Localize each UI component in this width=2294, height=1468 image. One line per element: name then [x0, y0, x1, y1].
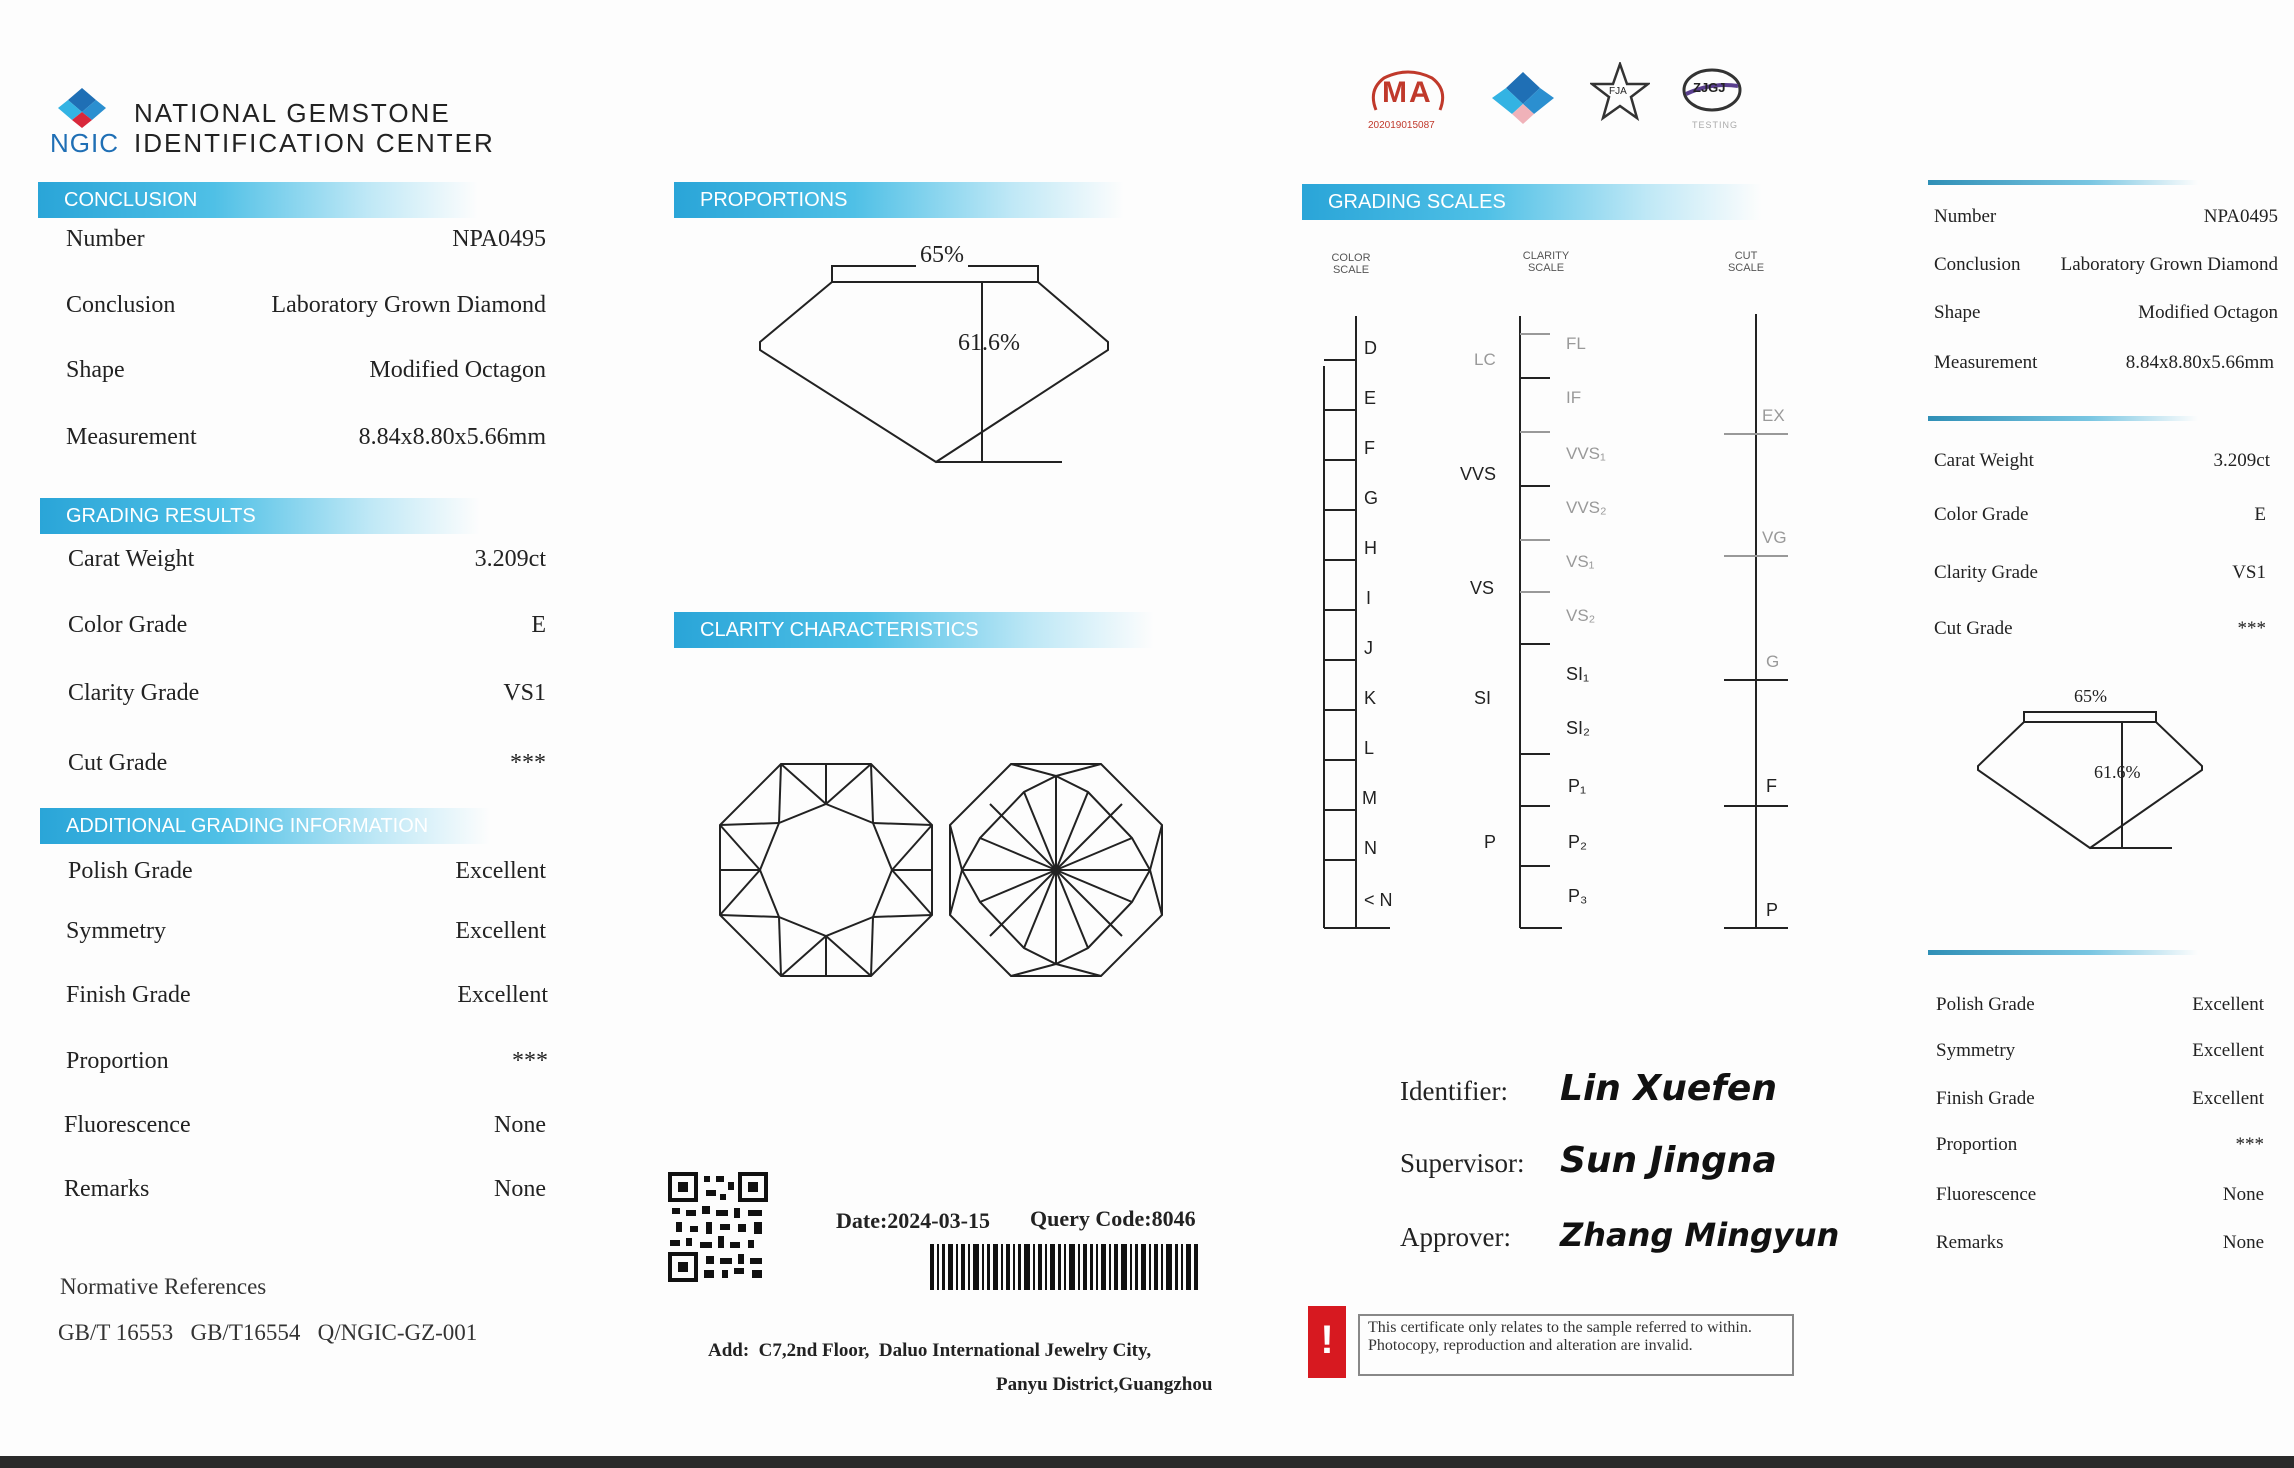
color-grade-h: H	[1364, 538, 1377, 558]
normative-refs: GB/T 16553 GB/T16554 Q/NGIC-GZ-001	[58, 1320, 478, 1345]
ngic-diamond-logo-icon	[1488, 70, 1558, 130]
fja-logo	[1590, 62, 1650, 126]
section-proportions: PROPORTIONS	[674, 182, 1124, 218]
finish-row	[66, 982, 548, 1009]
cut-scale-head-1: CUT	[1734, 250, 1758, 262]
clarity-grade-fl: FL	[1566, 334, 1586, 353]
clarity-group-vvs: VVS	[1460, 464, 1497, 484]
summary-depth-percent: 61.6%	[2094, 762, 2141, 782]
color-value: E	[531, 612, 546, 638]
cut-scale-head-2: SCALE	[1727, 262, 1765, 274]
clarity-grade-p1: P₁	[1568, 776, 1587, 796]
cut-label: Cut Grade	[68, 750, 168, 776]
summary-clarity-value: VS1	[2232, 562, 2266, 583]
section-grading-results: GRADING RESULTS	[40, 498, 480, 534]
grading-scale-lines	[1310, 246, 1810, 946]
logo-abbr: NGIC	[50, 128, 119, 158]
proportion-row	[66, 1048, 548, 1075]
clarity-group-vs: VS	[1470, 578, 1495, 598]
cut-grade-f: F	[1766, 776, 1777, 796]
identifier-label: Identifier:	[1400, 1076, 1508, 1106]
summary-table-percent: 65%	[2074, 686, 2107, 706]
summary-proportion-value: ***	[2235, 1134, 2264, 1155]
cut-grade-vg: VG	[1762, 528, 1787, 547]
page-bottom-edge	[0, 1456, 2294, 1468]
clarity-group-p: P	[1484, 832, 1497, 852]
shape-label: Shape	[66, 357, 125, 383]
qr-code-icon	[668, 1172, 768, 1282]
clarity-grade-si1: SI₁	[1566, 664, 1590, 684]
address-line1: Add: C7,2nd Floor, Daluo International Jewelry City,	[708, 1340, 1152, 1361]
clarity-grade-vs1: VS₁	[1566, 552, 1595, 571]
summary-proportion-label: Proportion	[1936, 1134, 2018, 1155]
summary-fluorescence-value: None	[2222, 1184, 2264, 1205]
barcode	[930, 1244, 1198, 1290]
color-grade-d: D	[1364, 338, 1377, 358]
cut-row	[68, 750, 546, 777]
approver-label: Approver:	[1400, 1222, 1511, 1252]
summary-cut-label: Cut Grade	[1934, 618, 2013, 639]
clarity-grade-vs2: VS₂	[1566, 606, 1596, 625]
color-grade-i: I	[1366, 588, 1372, 608]
clarity-label: Clarity Grade	[68, 680, 200, 706]
ngic-small-logo	[1488, 70, 1558, 130]
summary-measurement-row	[1934, 352, 2274, 374]
summary-polish-value: Excellent	[2192, 994, 2264, 1015]
summary-shape-label: Shape	[1934, 302, 1981, 323]
carat-label: Carat Weight	[68, 546, 195, 572]
warning-icon: !	[1308, 1306, 1346, 1378]
conclusion-row	[66, 292, 546, 319]
table-percent: 65%	[916, 242, 968, 269]
summary-shape-row	[1934, 302, 2278, 324]
normative-title: Normative References	[60, 1274, 267, 1299]
fluorescence-value: None	[494, 1112, 546, 1138]
summary-carat-label: Carat Weight	[1934, 450, 2034, 471]
summary-carat-row	[1934, 450, 2270, 472]
summary-polish-row	[1936, 994, 2264, 1016]
summary-conclusion-label: Conclusion	[1934, 254, 2021, 275]
summary-cut-row	[1934, 618, 2266, 640]
diamond-pavilion-plot-icon	[948, 762, 1164, 978]
color-label: Color Grade	[68, 612, 188, 638]
fluorescence-label: Fluorescence	[64, 1112, 191, 1138]
summary-cut-value: ***	[2237, 618, 2266, 639]
summary-clarity-row	[1934, 562, 2266, 584]
cma-number: 202019015087	[1368, 120, 1435, 131]
depth-percent: 61.6%	[958, 330, 1020, 356]
summary-proportion-diagram	[1970, 686, 2210, 856]
summary-number-label: Number	[1934, 206, 1997, 227]
identifier-signature: Lin Xuefen	[1560, 1068, 1777, 1109]
clarity-group-si: SI	[1474, 688, 1492, 708]
summary-polish-label: Polish Grade	[1936, 994, 2035, 1015]
summary-fluorescence-label: Fluorescence	[1936, 1184, 2037, 1205]
summary-rule-bottom	[1928, 950, 2198, 955]
clarity-grade-p2: P₂	[1568, 832, 1587, 852]
diamond-profile-icon	[740, 236, 1120, 476]
summary-symmetry-row	[1936, 1040, 2264, 1062]
color-scale-head-1: COLOR	[1331, 252, 1371, 264]
summary-remarks-label: Remarks	[1936, 1232, 2004, 1253]
warning-text: This certificate only relates to the sample referred to within. Photocopy, reproduction and alteration are invalid.	[1358, 1314, 1794, 1376]
color-grade-e: E	[1364, 388, 1377, 408]
summary-symmetry-value: Excellent	[2192, 1040, 2264, 1061]
measurement-label: Measurement	[66, 424, 197, 450]
color-grade-n: N	[1364, 838, 1377, 858]
color-scale-head-2: SCALE	[1332, 264, 1370, 276]
measurement-row	[66, 424, 546, 451]
summary-fluorescence-row	[1936, 1184, 2264, 1206]
color-row	[68, 612, 546, 639]
color-grade-m: M	[1362, 788, 1377, 808]
summary-finish-row	[1936, 1088, 2264, 1110]
number-label: Number	[66, 226, 145, 252]
remarks-value: None	[494, 1176, 546, 1202]
summary-finish-value: Excellent	[2192, 1088, 2264, 1109]
polish-row	[68, 858, 546, 885]
shape-row	[66, 357, 546, 384]
qr-code[interactable]	[668, 1172, 768, 1282]
clarity-scale-head-1: CLARITY	[1522, 250, 1570, 262]
barcode-icon	[930, 1244, 1198, 1290]
color-grade-f: F	[1364, 438, 1375, 458]
summary-measurement-value: 8.84x8.80x5.66mm	[2125, 352, 2274, 373]
cut-grade-ex: EX	[1762, 406, 1785, 425]
symmetry-label: Symmetry	[66, 918, 166, 944]
warning-box	[1308, 1304, 1808, 1386]
summary-rule-top	[1928, 180, 2198, 185]
clarity-grade-p3: P₃	[1568, 886, 1588, 906]
conclusion-label: Conclusion	[66, 292, 176, 318]
remarks-row	[64, 1176, 546, 1203]
supervisor-label: Supervisor:	[1400, 1148, 1525, 1178]
zjgj-logo	[1680, 68, 1744, 134]
remarks-label: Remarks	[64, 1176, 150, 1202]
finish-label: Finish Grade	[66, 982, 191, 1008]
org-name-line2: IDENTIFICATION CENTER	[134, 128, 495, 158]
color-grade-k: K	[1364, 688, 1377, 708]
clarity-scale-head-2: SCALE	[1527, 262, 1565, 274]
cut-grade-g: G	[1766, 652, 1780, 671]
conclusion-number-row	[66, 226, 546, 253]
section-additional: ADDITIONAL GRADING INFORMATION	[40, 808, 490, 844]
summary-number-value: NPA0495	[2203, 206, 2278, 227]
address-line2: Panyu District,Guangzhou	[996, 1374, 1213, 1395]
polish-label: Polish Grade	[68, 858, 193, 884]
proportion-diagram	[740, 236, 1120, 476]
color-grade-below-n: < N	[1364, 890, 1393, 910]
summary-conclusion-row	[1934, 254, 2278, 276]
summary-remarks-row	[1936, 1232, 2264, 1254]
summary-remarks-value: None	[2222, 1232, 2264, 1253]
supervisor-signature: Sun Jingna	[1560, 1140, 1777, 1181]
clarity-row	[68, 680, 546, 707]
number-value: NPA0495	[452, 226, 546, 252]
clarity-value: VS1	[503, 680, 546, 706]
measurement-value: 8.84x8.80x5.66mm	[358, 424, 546, 450]
diamond-profile-small-icon	[1970, 686, 2210, 856]
section-grading-scales: GRADING SCALES	[1302, 184, 1762, 220]
proportion-label: Proportion	[66, 1048, 169, 1074]
clarity-grade-vvs2: VVS₂	[1566, 498, 1607, 517]
fluorescence-row	[64, 1112, 546, 1139]
carat-row	[68, 546, 546, 573]
zjgj-sub: TESTING	[1692, 120, 1739, 130]
fja-label: FJA	[1609, 86, 1627, 97]
cma-label: MA	[1382, 76, 1433, 109]
symmetry-value: Excellent	[455, 918, 546, 944]
cma-logo	[1366, 70, 1450, 134]
grading-scales-panel	[1310, 246, 1810, 946]
clarity-plot-crown	[718, 762, 934, 978]
color-grade-g: G	[1364, 488, 1379, 508]
summary-color-row	[1934, 504, 2266, 526]
zjgj-label: ZJGJ	[1693, 80, 1726, 95]
clarity-plot-pavilion	[948, 762, 1164, 978]
query-code: Query Code:8046	[1030, 1206, 1196, 1231]
summary-proportion-row	[1936, 1134, 2264, 1156]
org-name-line1: NATIONAL GEMSTONE	[134, 98, 451, 128]
diamond-crown-plot-icon	[718, 762, 934, 978]
approver-signature: Zhang Mingyun	[1560, 1216, 1840, 1254]
finish-value: Excellent	[457, 982, 548, 1008]
conclusion-value: Laboratory Grown Diamond	[271, 292, 546, 318]
clarity-group-lc: LC	[1474, 350, 1496, 369]
clarity-grade-si2: SI₂	[1566, 718, 1590, 738]
summary-measurement-label: Measurement	[1934, 352, 2038, 373]
summary-shape-value: Modified Octagon	[2138, 302, 2278, 323]
polish-value: Excellent	[455, 858, 546, 884]
summary-conclusion-value: Laboratory Grown Diamond	[2060, 254, 2278, 275]
summary-rule-mid	[1928, 416, 2198, 421]
cut-grade-p: P	[1766, 900, 1779, 920]
section-clarity-characteristics: CLARITY CHARACTERISTICS	[674, 612, 1154, 648]
shape-value: Modified Octagon	[369, 357, 546, 383]
clarity-grade-if: IF	[1566, 388, 1582, 407]
clarity-grade-vvs1: VVS₁	[1566, 444, 1606, 463]
carat-value: 3.209ct	[474, 546, 546, 572]
summary-color-value: E	[2254, 504, 2266, 525]
summary-carat-value: 3.209ct	[2213, 450, 2270, 471]
proportion-value: ***	[512, 1048, 548, 1074]
summary-clarity-label: Clarity Grade	[1934, 562, 2038, 583]
summary-finish-label: Finish Grade	[1936, 1088, 2035, 1109]
summary-number-row	[1934, 206, 2278, 228]
color-grade-j: J	[1364, 638, 1373, 658]
section-conclusion: CONCLUSION	[38, 182, 478, 218]
symmetry-row	[66, 918, 546, 945]
summary-color-label: Color Grade	[1934, 504, 2029, 525]
color-grade-l: L	[1364, 738, 1375, 758]
report-date: Date:2024-03-15	[836, 1208, 990, 1233]
cut-value: ***	[510, 750, 546, 776]
summary-symmetry-label: Symmetry	[1936, 1040, 2016, 1061]
